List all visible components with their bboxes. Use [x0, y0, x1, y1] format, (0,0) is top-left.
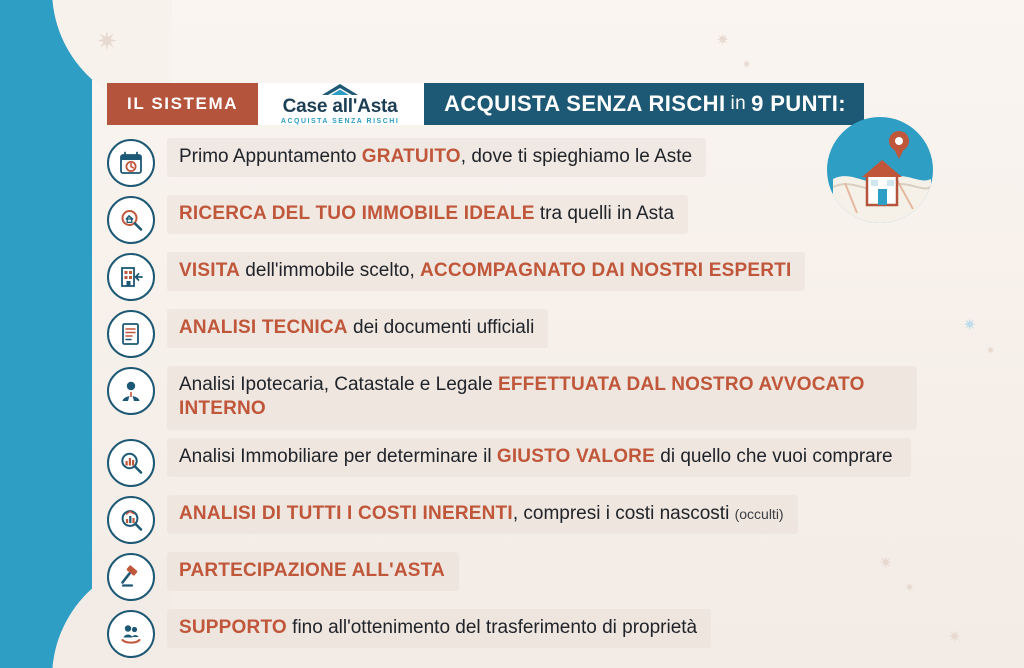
text-part-highlight: GRATUITO — [361, 146, 461, 167]
sparkle-decor-icon: ✷ — [716, 32, 730, 49]
text-part: , compresi i costi nascosti — [512, 502, 735, 524]
list-item-text — [167, 438, 911, 477]
sparkle-decor-icon: ✷ — [905, 582, 915, 594]
left-accent-panel — [0, 0, 92, 668]
text-part: Analisi Ipotecaria, Catastale e Legale — [179, 374, 498, 395]
list-item — [107, 252, 917, 301]
header-title-light: in — [730, 93, 747, 114]
text-part: tra quelli in Asta — [534, 203, 675, 224]
text-part: Analisi Immobiliare per determinare il — [179, 445, 497, 467]
header-bar — [107, 83, 864, 125]
header-title-bold-1: ACQUISTA SENZA RISCHI — [444, 91, 726, 116]
text-part-highlight: GIUSTO VALORE — [496, 445, 655, 467]
sparkle-decor-icon: ✷ — [948, 629, 962, 646]
building-visit-icon — [107, 253, 155, 301]
gavel-icon — [107, 553, 155, 601]
text-part-highlight: PARTECIPAZIONE ALL'ASTA — [179, 559, 445, 581]
chart-magnifier-icon — [107, 439, 155, 487]
list-item — [107, 552, 917, 601]
calendar-icon — [107, 139, 155, 187]
brand-name: Case all'Asta — [282, 96, 398, 118]
sparkle-decor-icon: ✷ — [96, 26, 118, 56]
search-magnifier-icon — [107, 196, 155, 244]
brand-logo — [258, 83, 424, 125]
list-item — [107, 309, 917, 358]
text-part-highlight: ACCOMPAGNATO DAI NOSTRI ESPERTI — [420, 260, 792, 281]
sparkle-decor-icon: ✷ — [986, 345, 996, 357]
list-item — [107, 609, 917, 658]
list-item-text — [167, 309, 548, 348]
header-title-bold-2: 9 PUNTI: — [751, 91, 846, 116]
list-item — [107, 366, 917, 430]
list-item-text — [167, 195, 688, 234]
support-hands-icon — [107, 610, 155, 658]
list-item-text — [167, 495, 798, 534]
header-tag: IL SISTEMA — [107, 83, 258, 125]
cost-chart-magnifier-icon — [107, 496, 155, 544]
list-item-text — [167, 552, 459, 591]
text-part-highlight: ANALISI DI TUTTI I COSTI INERENTI — [179, 502, 513, 524]
list-item-text — [167, 138, 706, 177]
header-title — [424, 83, 864, 125]
text-part: Primo Appuntamento — [179, 146, 362, 167]
text-part: dell'immobile scelto, — [240, 260, 421, 281]
house-roof-icon — [320, 83, 360, 96]
text-part-highlight: SUPPORTO — [179, 616, 287, 638]
text-part-highlight: VISITA — [179, 260, 241, 281]
text-part-highlight: RICERCA DEL TUO IMMOBILE IDEALE — [179, 203, 535, 224]
sparkle-decor-icon: ✷ — [742, 59, 752, 71]
document-analysis-icon — [107, 310, 155, 358]
list-item — [107, 195, 917, 244]
list-item — [107, 138, 917, 187]
sparkle-decor-icon: ✷ — [879, 555, 893, 572]
steps-list — [107, 138, 917, 666]
text-part-note: (occulti) — [734, 505, 784, 522]
list-item-text — [167, 609, 711, 648]
text-part: fino all'ottenimento del trasferimento di proprietà — [286, 616, 698, 638]
text-part: di quello che vuoi comprare — [654, 445, 893, 467]
list-item — [107, 495, 917, 544]
text-part: , dove ti spieghiamo le Aste — [460, 146, 693, 167]
list-item-text — [167, 252, 805, 291]
list-item-text — [167, 366, 917, 430]
brand-tagline: ACQUISTA SENZA RISCHI — [280, 117, 400, 125]
list-item — [107, 438, 917, 487]
text-part-highlight: ANALISI TECNICA — [179, 317, 348, 338]
text-part: dei documenti ufficiali — [347, 317, 535, 338]
lawyer-icon — [107, 367, 155, 415]
sparkle-decor-icon: ✷ — [963, 317, 977, 334]
text-part-highlight: EFFETTUATA DAL NOSTRO AVVOCATO INTERNO — [179, 374, 865, 420]
